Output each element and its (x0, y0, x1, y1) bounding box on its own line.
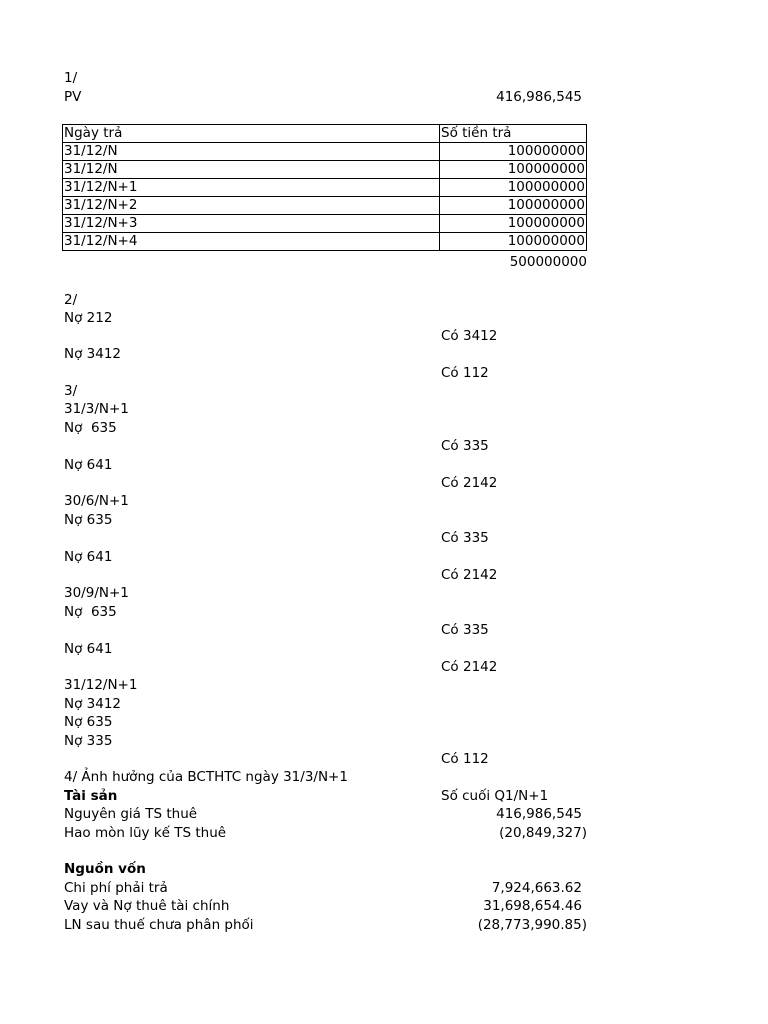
journal-line (0, 511, 768, 529)
table-row (63, 179, 587, 197)
journal-line (0, 437, 768, 455)
journal-line (0, 566, 768, 584)
table-row (63, 233, 587, 251)
credit-entry: Có 2142 (441, 659, 498, 675)
capital-item-label: Chi phí phải trả (64, 880, 168, 896)
section-1-heading: 1/ (64, 70, 78, 86)
entry-date: 30/9/N+1 (64, 585, 129, 601)
section-2-heading: 2/ (64, 292, 78, 308)
asset-row (0, 824, 768, 842)
credit-entry: Có 2142 (441, 475, 498, 491)
journal-line (0, 492, 768, 510)
cell-amount: 100000000 (440, 197, 587, 215)
capital-header-row (0, 860, 768, 878)
journal-line (0, 474, 768, 492)
capital-row (0, 916, 768, 934)
journal-line (0, 621, 768, 639)
debit-entry: Nợ 635 (64, 420, 117, 436)
debit-entry: Nợ 641 (64, 549, 113, 565)
credit-entry: Có 335 (441, 530, 489, 546)
journal-line (0, 419, 768, 437)
journal-line (0, 345, 768, 363)
credit-entry: Có 335 (441, 622, 489, 638)
asset-value: (20,849,327) (499, 825, 587, 841)
capital-item-label: Vay và Nợ thuê tài chính (64, 898, 230, 914)
debit-entry: Nợ 641 (64, 457, 113, 473)
debit-entry: Nợ 635 (64, 714, 113, 730)
cell-date: 31/12/N+2 (63, 197, 440, 215)
cell-date: 31/12/N (63, 161, 440, 179)
cell-amount: 100000000 (440, 215, 587, 233)
section-3-heading-row (0, 382, 768, 400)
journal-line (0, 548, 768, 566)
asset-row (0, 805, 768, 823)
journal-line (0, 327, 768, 345)
journal-line (0, 732, 768, 750)
cell-amount: 100000000 (440, 233, 587, 251)
journal-line (0, 676, 768, 694)
header-payment-amount: Số tiền trả (440, 125, 587, 143)
section-3-heading: 3/ (64, 383, 78, 399)
entry-date: 30/6/N+1 (64, 493, 129, 509)
capital-label: Nguồn vốn (64, 861, 146, 877)
credit-entry: Có 112 (441, 365, 489, 381)
table-row (63, 161, 587, 179)
pv-label: PV (64, 89, 82, 105)
journal-line (0, 603, 768, 621)
section-1-heading-row (0, 69, 768, 87)
capital-item-value: (28,773,990.85) (477, 917, 587, 933)
journal-line (0, 713, 768, 731)
journal-line (0, 695, 768, 713)
debit-entry: Nợ 635 (64, 512, 113, 528)
debit-entry: Nợ 335 (64, 733, 113, 749)
capital-row (0, 897, 768, 915)
capital-item-value: 31,698,654.46 (483, 898, 582, 914)
section-2-heading-row (0, 291, 768, 309)
credit-entry: Có 112 (441, 751, 489, 767)
assets-label: Tài sản (64, 788, 118, 804)
journal-line (0, 658, 768, 676)
capital-item-label: LN sau thuế chưa phân phối (64, 917, 254, 933)
cell-date: 31/12/N+3 (63, 215, 440, 233)
table-row (63, 197, 587, 215)
header-payment-date: Ngày trả (63, 125, 440, 143)
journal-line (0, 750, 768, 768)
journal-line (0, 364, 768, 382)
pv-value: 416,986,545 (496, 89, 582, 105)
debit-entry: Nợ 3412 (64, 696, 122, 712)
journal-line (0, 309, 768, 327)
cell-date: 31/12/N (63, 143, 440, 161)
journal-line (0, 584, 768, 602)
asset-label: Nguyên giá TS thuê (64, 806, 198, 822)
asset-label: Hao mòn lũy kế TS thuê (64, 825, 227, 841)
debit-entry: Nợ 3412 (64, 346, 122, 362)
capital-item-value: 7,924,663.62 (491, 880, 582, 896)
cell-amount: 100000000 (440, 143, 587, 161)
cell-date: 31/12/N+4 (63, 233, 440, 251)
capital-row (0, 879, 768, 897)
journal-line (0, 400, 768, 418)
credit-entry: Có 335 (441, 438, 489, 454)
cell-date: 31/12/N+1 (63, 179, 440, 197)
credit-entry: Có 3412 (441, 328, 498, 344)
debit-entry: Nợ 212 (64, 310, 113, 326)
journal-line (0, 456, 768, 474)
assets-header-row (0, 787, 768, 805)
cell-amount: 100000000 (440, 161, 587, 179)
table-row (63, 215, 587, 233)
pv-row (0, 88, 768, 106)
table-header-row (63, 125, 587, 143)
credit-entry: Có 2142 (441, 567, 498, 583)
section-4-heading-row (0, 768, 768, 786)
journal-line (0, 529, 768, 547)
table-row (63, 143, 587, 161)
cell-amount: 100000000 (440, 179, 587, 197)
section-4-heading: 4/ Ảnh hưởng của BCTHTC ngày 31/3/N+1 (64, 769, 348, 785)
payment-schedule-table (62, 124, 587, 251)
entry-date: 31/12/N+1 (64, 677, 138, 693)
journal-line (0, 640, 768, 658)
entry-date: 31/3/N+1 (64, 401, 129, 417)
asset-value: 416,986,545 (496, 806, 582, 822)
table-total: 500000000 (509, 254, 587, 270)
debit-entry: Nợ 635 (64, 604, 117, 620)
column-header: Số cuối Q1/N+1 (441, 788, 549, 804)
debit-entry: Nợ 641 (64, 641, 113, 657)
